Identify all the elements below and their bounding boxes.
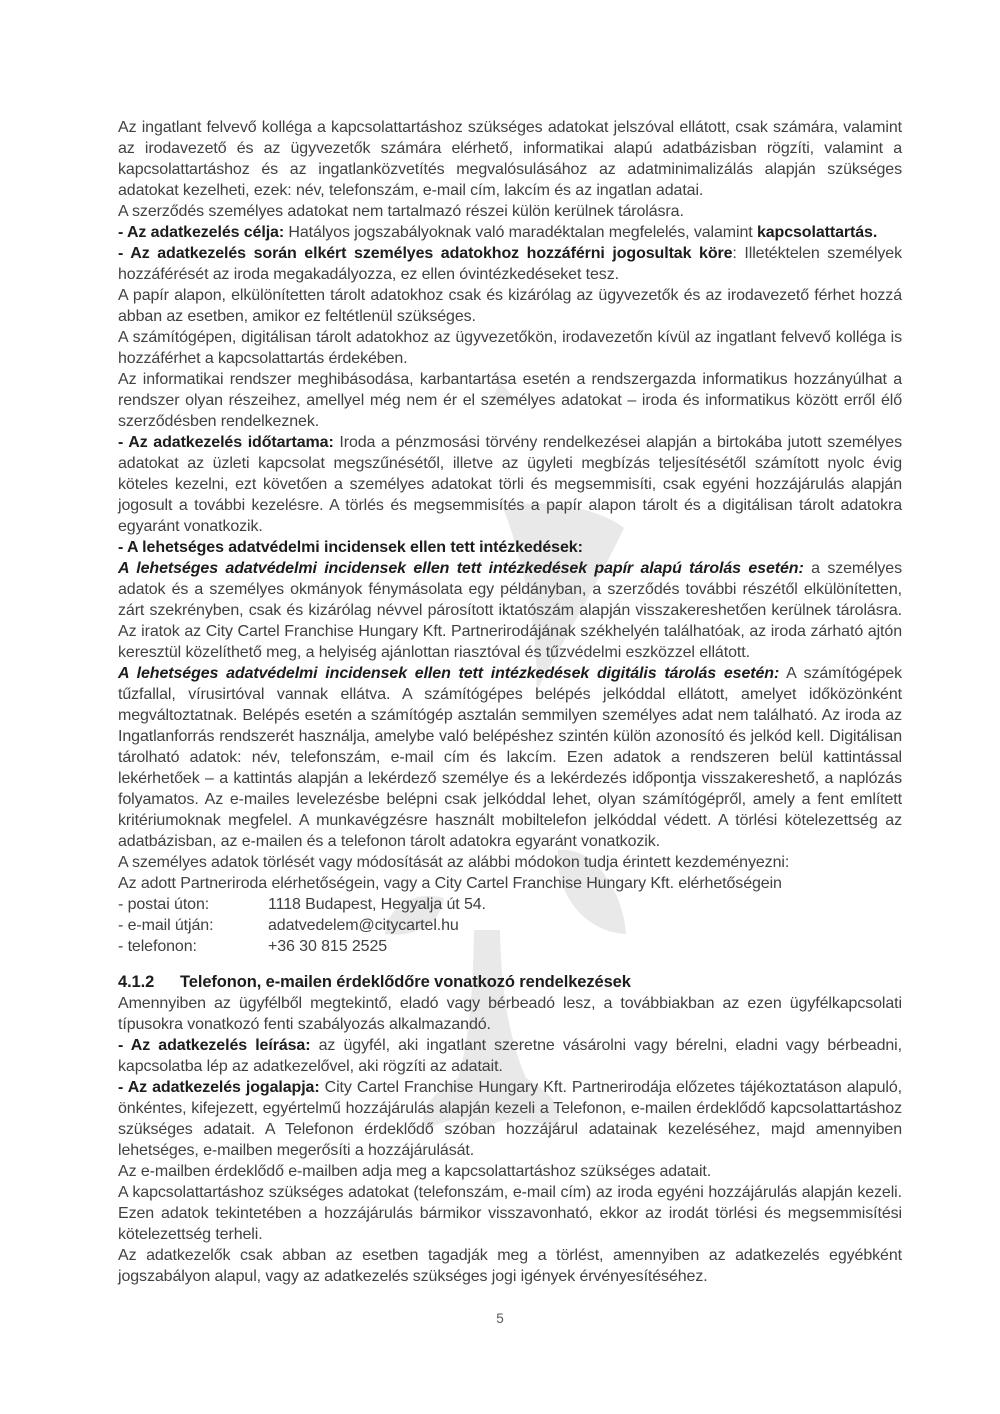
text-run: A kapcsolattartáshoz szükséges adatokat (telefonszám, e-mail cím) az iroda egyéni hozzájárulás alapján kezeli. Ezen adatok tekintetében a hozzájárulás bármikor visszavonható, ekkor az irodát törlési és megsemmisítési kötelezettség terheli.	[118, 1184, 902, 1243]
text-run: A személyes adatok törlését vagy módosítását az alábbi módokon tudja érintett kezdeményezni:	[118, 854, 790, 871]
paragraph	[118, 117, 902, 201]
paragraph	[118, 432, 902, 537]
paragraph	[118, 993, 902, 1035]
paragraph	[118, 663, 902, 852]
emphasis-run: - A lehetséges adatvédelmi incidensek ellen tett intézkedések:	[118, 539, 583, 556]
paragraph	[118, 1077, 902, 1161]
paragraph	[118, 327, 902, 369]
section-number: 4.1.2	[118, 973, 155, 991]
paragraph	[118, 1182, 902, 1245]
emphasis-run: - Az adatkezelés jogalapja:	[118, 1079, 325, 1096]
emphasis-run: - Az adatkezelés során elkért személyes adatokhoz hozzáférni jogosultak köre	[118, 245, 733, 262]
paragraph	[118, 852, 902, 873]
emphasis-run: - Az adatkezelés időtartama:	[118, 434, 340, 451]
section-title: Telefonon, e-mailen érdeklődőre vonatkozó rendelkezések	[180, 973, 631, 991]
contact-row	[118, 915, 902, 936]
paragraph	[118, 1035, 902, 1077]
contact-row	[118, 936, 902, 957]
contact-value: 1118 Budapest, Hegyalja út 54.	[268, 896, 486, 913]
text-run: Iroda a pénzmosási törvény rendelkezései alapján a birtokába jutott személyes adatokat az üzleti kapcsolat megszűnésétől, illetve az ügyleti megbízás teljesítésétől számított nyolc évig köteles kezelni, ezt követően a személyes adatokat törli és megsemmisíti, csak egyéni hozzájárulás alapján jogosult a további kezelésre. A törlés és megsemmisítés a papír alapon tárolt és a digitálisan tárolt adatokra egyaránt vonatkozik.	[118, 434, 902, 535]
paragraph	[118, 222, 902, 243]
paragraph	[118, 558, 902, 663]
paragraph	[118, 369, 902, 432]
contact-label: - telefonon:	[118, 938, 197, 955]
text-run: Az adatkezelők csak abban az esetben tagadják meg a törlést, amennyiben az adatkezelés egyébként jogszabályon alapul, vagy az adatkezelés szükséges jogi igények érvényesítéséhez.	[118, 1247, 902, 1285]
text-run: A papír alapon, elkülönítetten tárolt adatokhoz csak és kizárólag az ügyvezetők és az irodavezető férhet hozzá abban az esetben, amikor ez feltétlenül szükséges.	[118, 287, 902, 325]
paragraph	[118, 243, 902, 285]
text-run: a személyes adatok és a személyes okmányok fénymásolata egy példányban, a szerződés további részétől elkülönítetten, zárt szekrényben, csak és kizárólag névvel párosított iktatószám alapján visszakereshetően kerülnek tárolásra. Az iratok az City Cartel Franchise Hungary Kft. Partnerirodájának székhelyén találhatóak, az iroda zárható ajtón keresztül közelíthető meg, a helyiség ajánlottan riasztóval és tűzvédelmi eszközzel ellátott.	[118, 560, 902, 661]
text-run: A számítógépen, digitálisan tárolt adatokhoz az ügyvezetőkön, irodavezetőn kívül az ingatlant felvevő kolléga is hozzáférhet a kapcsolattartás érdekében.	[118, 329, 902, 367]
paragraph	[118, 873, 902, 894]
contact-value: +36 30 815 2525	[268, 938, 388, 955]
text-run: az ügyfél, aki ingatlant szeretne vásárolni vagy bérelni, eladni vagy bérbeadni, kapcsolatba lép az adatkezelővel, aki rögzíti az adatait.	[118, 1037, 902, 1075]
text-run: Az ingatlant felvevő kolléga a kapcsolattartáshoz szükséges adatokat jelszóval ellátott, csak számára, valamint az irodavezető és az ügyvezetők számára elérhető, informatikai alapú adatbázisban rögzíti, valamint a kapcsolattartáshoz és az ingatlanközvetítés megvalósulásához az adatminimalizálás alapján szükséges adatokat kezelheti, ezek: név, telefonszám, e-mail cím, lakcím és az ingatlan adatai.	[118, 119, 902, 199]
contact-label: - postai úton:	[118, 896, 210, 913]
text-run: Az informatikai rendszer meghibásodása, karbantartása esetén a rendszergazda informatikus hozzányúlhat a rendszer olyan részeihez, amellyel még nem ér el személyes adatokat – iroda és informatikus között erről élő szerződésben rendelkeznek.	[118, 371, 902, 430]
text-run: Hatályos jogszabályoknak való maradéktalan megfelelés, valamint	[288, 224, 757, 241]
contact-value: adatvedelem@citycartel.hu	[268, 917, 459, 934]
paragraph	[118, 537, 902, 558]
emphasis-run: A lehetséges adatvédelmi incidensek ellen tett intézkedések digitális tárolás esetén:	[118, 665, 780, 682]
text-run: A számítógépek tűzfallal, vírusirtóval vannak ellátva. A számítógépes belépés jelkóddal ellátott, amelyet időközönként megváltoztatnak. Belépés esetén a számítógép asztalán semmilyen személyes adat nem található. Az iroda az Ingatlanforrás rendszerét használja, amelybe való belépéshez szintén külön azonosító és jelkód kell. Digitálisan tárolható adatok: név, telefonszám, e-mail cím és lakcím. Ezen adatok a rendszeren belül kattintással lekérhetőek – a kattintás alapján a lekérdező személye és a lekérdezés időpontja visszakereshető, a naplózás folyamatos. Az e-mailes levelezésbe belépni csak jelkóddal lehet, olyan számítógépről, amely a fent említett kritériumoknak megfelel. A munkavégzésre használt mobiltelefon jelkóddal védett. A törlési kötelezettség az adatbázisban, az e-mailen és a telefonon tárolt adatokra egyaránt vonatkozik.	[118, 665, 902, 850]
emphasis-run: - Az adatkezelés leírása:	[118, 1037, 319, 1054]
contact-label: - e-mail útján:	[118, 917, 214, 934]
text-run: : Illetéktelen személyek hozzáférését az iroda megakadályozza, ez ellen óvintézkedéseket tesz.	[118, 245, 902, 283]
emphasis-run: - Az adatkezelés célja:	[118, 224, 289, 241]
paragraph	[118, 1161, 902, 1182]
emphasis-run: kapcsolattartás.	[756, 224, 878, 241]
text-run: A szerződés személyes adatokat nem tartalmazó részei külön kerülnek tárolásra.	[118, 203, 684, 220]
paragraph	[118, 285, 902, 327]
text-run: Az e-mailben érdeklődő e-mailben adja meg a kapcsolattartáshoz szükséges adatait.	[118, 1163, 712, 1180]
text-run: City Cartel Franchise Hungary Kft. Partnerirodája előzetes tájékoztatáson alapuló, önkéntes, kifejezett, egyértelmű hozzájárulás alapján kezeli a Telefonon, e-mailen érdeklődő kapcsolattartáshoz szükséges adatait. A Telefonon érdeklődő szóban hozzájárul adatainak kezeléséhez, majd amennyiben lehetséges, e-mailben megerősíti a hozzájárulását.	[118, 1079, 902, 1159]
contact-row	[118, 894, 902, 915]
document-body	[118, 117, 902, 1287]
emphasis-run: A lehetséges adatvédelmi incidensek ellen tett intézkedések papír alapú tárolás esetén:	[118, 560, 804, 577]
section-heading	[118, 972, 902, 993]
page-number: 5	[496, 1311, 504, 1326]
paragraph	[118, 1245, 902, 1287]
text-run: Az adott Partneriroda elérhetőségein, vagy a City Cartel Franchise Hungary Kft. elérhetőségein	[118, 875, 782, 892]
paragraph	[118, 201, 902, 222]
text-run: Amennyiben az ügyfélből megtekintő, eladó vagy bérbeadó lesz, a továbbiakban az ezen ügyfélkapcsolati típusokra vonatkozó fenti szabályozás alkalmazandó.	[118, 995, 902, 1033]
